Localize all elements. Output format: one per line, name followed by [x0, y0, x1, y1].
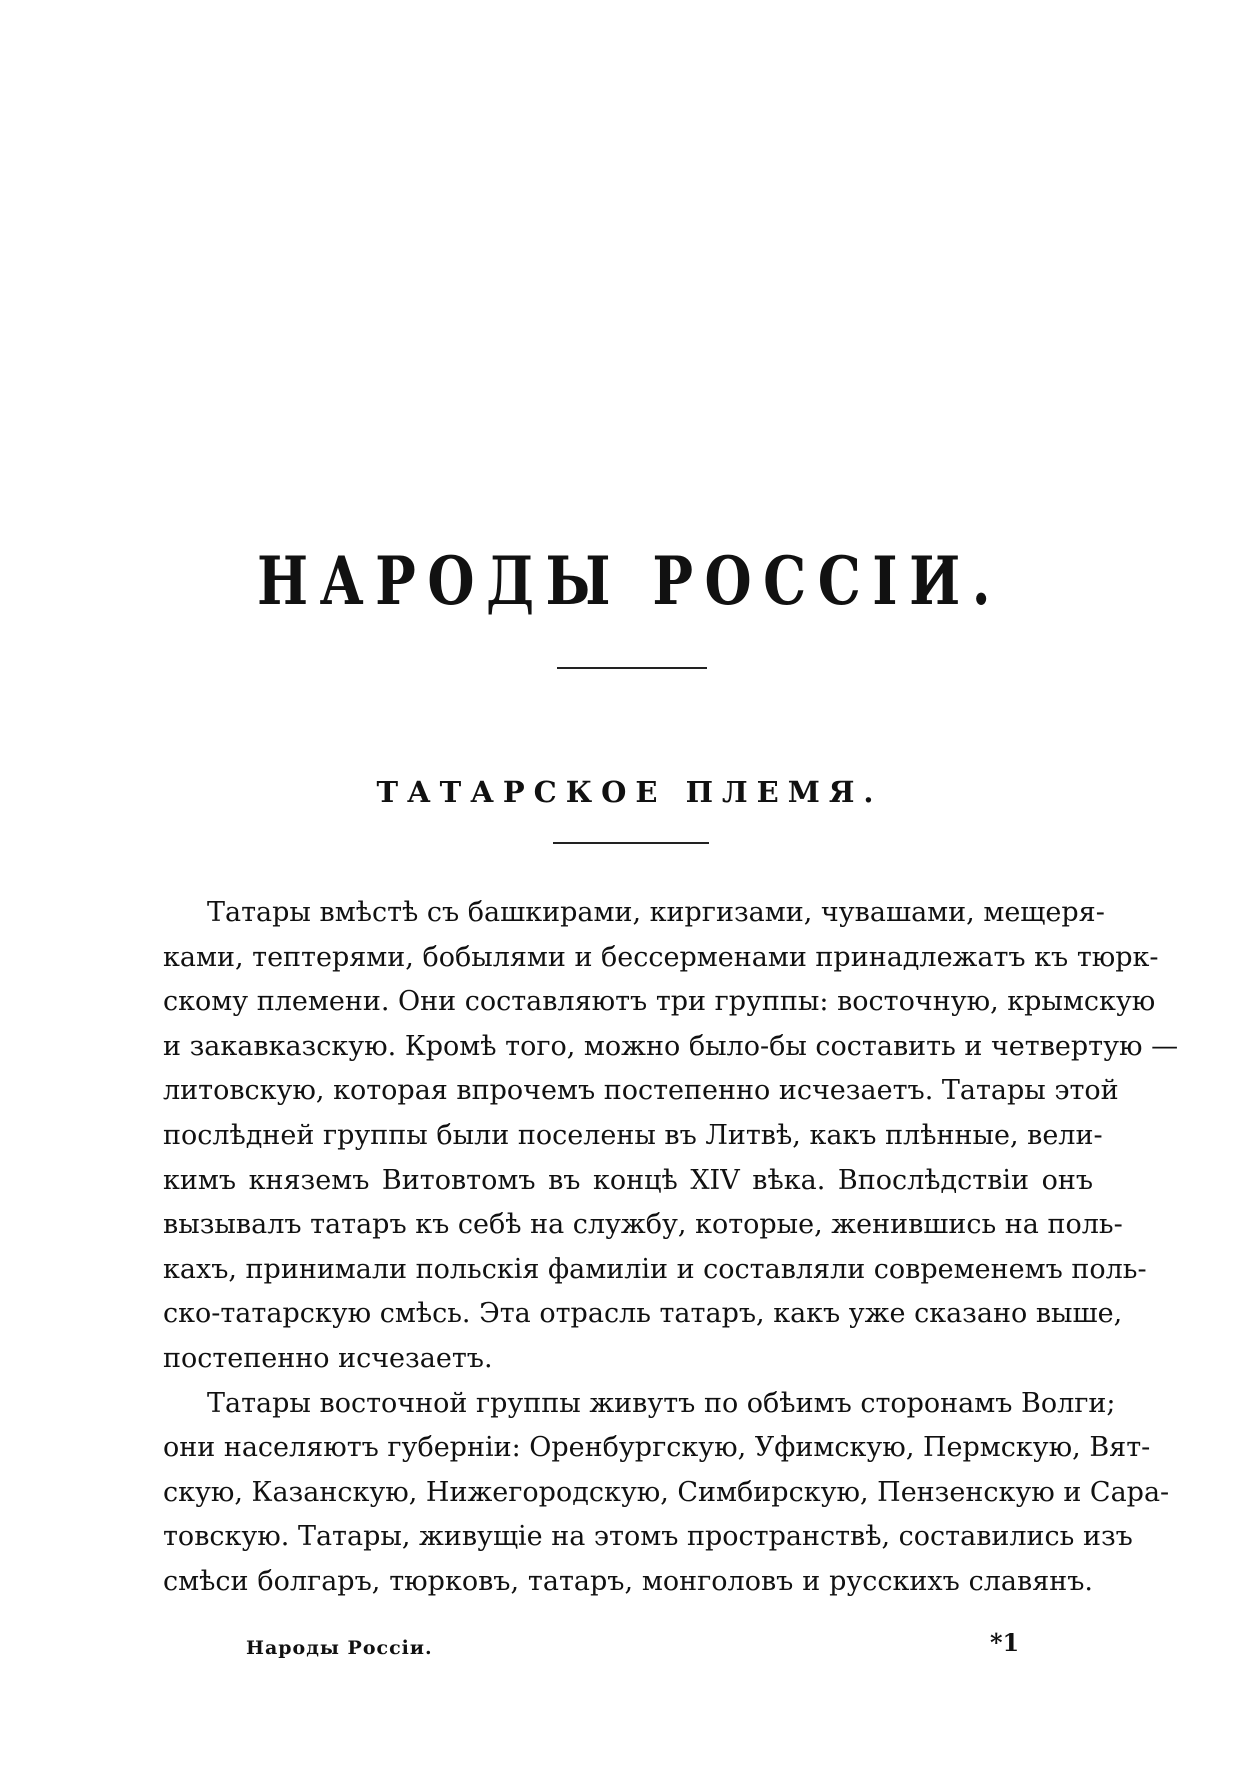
- paragraph-1-line: постепенно исчезаетъ.: [163, 1342, 493, 1374]
- paragraph-1-line: литовскую, которая впрочемъ постепенно исчезаетъ. Татары этой: [163, 1075, 1119, 1107]
- paragraph-1-line: послѣдней группы были поселены въ Литвѣ, какъ плѣнные, вели-: [163, 1119, 1103, 1151]
- paragraph-2-line: Татары восточной группы живутъ по обѣимъ сторонамъ Волги;: [207, 1387, 1116, 1419]
- paragraph-2-line: смѣси болгаръ, тюрковъ, татаръ, монголовъ и русскихъ славянъ.: [163, 1565, 1093, 1597]
- paragraph-2-line: товскую. Татары, живущіе на этомъ пространствѣ, составились изъ: [163, 1521, 1133, 1553]
- signature-mark: *1: [990, 1628, 1020, 1657]
- paragraph-1-line: вызывалъ татаръ къ себѣ на службу, которые, женившись на поль-: [163, 1209, 1123, 1241]
- paragraph-1-line: Татары вмѣстѣ съ башкирами, киргизами, чувашами, мещеря-: [207, 897, 1105, 928]
- paragraph-1-line: скому племени. Они составляютъ три группы: восточную, крымскую: [163, 986, 1156, 1018]
- paragraph-1-line: кимъ княземъ Витовтомъ въ концѣ XIV вѣка. Впослѣдствіи онъ: [163, 1164, 1093, 1196]
- body-text: [163, 891, 1179, 1605]
- paragraph-2-line: скую, Казанскую, Нижегородскую, Симбирскую, Пензенскую и Сара-: [163, 1476, 1170, 1508]
- footer-running-title: Народы Россіи.: [246, 1637, 433, 1659]
- main-title: НАРОДЫ РОССІИ.: [256, 542, 1003, 620]
- paragraph-1-line: ско-татарскую смѣсь. Эта отрасль татаръ, какъ уже сказано выше,: [163, 1298, 1123, 1330]
- section-title: ТАТАРСКОЕ ПЛЕМЯ.: [376, 775, 883, 809]
- paragraph-1-line: ками, тептерями, бобылями и бессерменами принадлежатъ къ тюрк-: [163, 941, 1159, 973]
- paragraph-1-line: кахъ, принимали польскія фамиліи и составляли современемъ поль-: [163, 1253, 1147, 1285]
- title-divider: [557, 667, 707, 669]
- section-divider: [553, 842, 709, 844]
- paragraph-2-line: они населяютъ губерніи: Оренбургскую, Уфимскую, Пермскую, Вят-: [163, 1432, 1151, 1464]
- paragraph-1-line: и закавказскую. Кромѣ того, можно было-бы составить и четвертую —: [163, 1030, 1179, 1062]
